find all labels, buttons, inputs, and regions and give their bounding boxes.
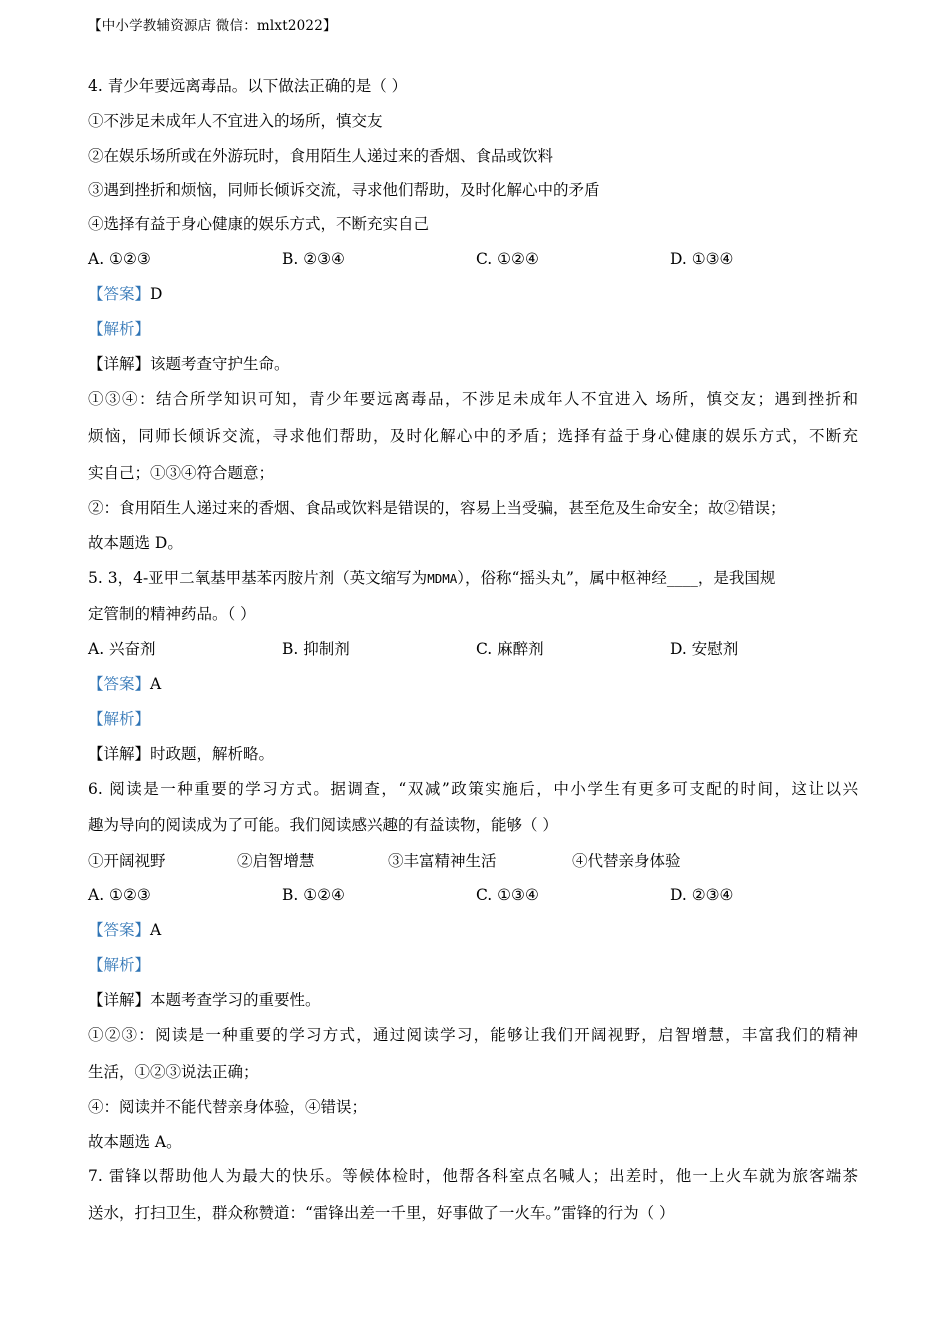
q6-stem-1: 6. 阅读是一种重要的学习方式。据调查，“双减”政策实施后，中小学生有更多可支配的时间，这让以兴 — [88, 780, 858, 798]
q4-analysis — [88, 319, 150, 339]
answer-tag: 【答案】 — [88, 675, 151, 693]
detail-tag: 【详解】 — [88, 745, 151, 763]
q6-detail-text: 本题考查学习的重要性。 — [150, 991, 321, 1009]
q6-analysis — [88, 955, 150, 975]
q4-explain-4: ②：食用陌生人递过来的香烟、食品或饮料是错误的，容易上当受骗，甚至危及生命安全；故②错误； — [88, 499, 786, 517]
q6-answer — [88, 920, 161, 940]
q4-option-d: D. ①③④ — [670, 250, 734, 268]
source-header: 【中小学教辅资源店 微信：mlxt2022】 — [88, 18, 337, 34]
q4-detail — [88, 354, 290, 374]
q5-stem-2: 定管制的精神药品。（ ） — [88, 605, 256, 623]
q6-option-a: A. ①②③ — [88, 886, 151, 904]
q6-detail — [88, 990, 321, 1010]
q4-explain-1: ①③④：结合所学知识可知，青少年要远离毒品，不涉足未成年人不宜进入 场所，慎交友；遇到挫折和 — [88, 390, 858, 408]
q4-options — [88, 249, 858, 269]
q4-option-c: C. ①②④ — [476, 250, 539, 268]
q5-answer-value: A — [150, 675, 162, 693]
q6-item-1: ①开阔视野 — [88, 852, 166, 870]
analysis-tag: 【解析】 — [88, 320, 151, 338]
q4-answer — [88, 284, 162, 304]
q5-stem-a: 5. 3，4-亚甲二氧基甲基苯丙胺片剂（英文缩写为 — [88, 569, 428, 587]
q5-stem-b: ），俗称“摇头丸”，属中枢神经____，是我国规 — [457, 569, 776, 587]
q6-items — [88, 851, 858, 871]
q4-stem: 4. 青少年要远离毒品。以下做法正确的是（ ） — [88, 77, 408, 95]
q4-explain-5: 故本题选 D。 — [88, 534, 183, 552]
q5-stem-abbr: MDMA — [427, 571, 458, 586]
q4-option-a: A. ①②③ — [88, 250, 151, 268]
q4-explain-2: 烦恼，同师长倾诉交流，寻求他们帮助，及时化解心中的矛盾；选择有益于身心健康的娱乐方式，不断充 — [88, 427, 858, 445]
q4-item-1: ①不涉足未成年人不宜进入的场所，慎交友 — [88, 112, 383, 130]
q7-stem-1: 7. 雷锋以帮助他人为最大的快乐。等候体检时，他帮各科室点名喊人；出差时，他一上火车就为旅客端茶 — [88, 1167, 858, 1185]
q6-explain-3: ④：阅读并不能代替亲身体验，④错误； — [88, 1098, 368, 1116]
answer-tag: 【答案】 — [88, 921, 151, 939]
q6-explain-1: ①②③：阅读是一种重要的学习方式，通过阅读学习，能够让我们开阔视野，启智增慧，丰富我们的精神 — [88, 1026, 858, 1044]
q6-explain-4: 故本题选 A。 — [88, 1133, 182, 1151]
analysis-tag: 【解析】 — [88, 710, 151, 728]
q5-answer — [88, 674, 161, 694]
q5-stem-1 — [88, 568, 775, 589]
q4-answer-value: D — [150, 285, 163, 303]
q5-options — [88, 639, 858, 659]
q6-explain-2: 生活，①②③说法正确； — [88, 1063, 259, 1081]
q5-option-b: B. 抑制剂 — [282, 640, 350, 658]
q4-explain-3: 实自己；①③④符合题意； — [88, 464, 275, 482]
q5-option-a: A. 兴奋剂 — [88, 640, 156, 658]
answer-tag: 【答案】 — [88, 285, 151, 303]
q4-detail-text: 该题考查守护生命。 — [150, 355, 290, 373]
q6-options — [88, 885, 858, 905]
q6-item-2: ②启智增慧 — [237, 852, 315, 870]
q4-option-b: B. ②③④ — [282, 250, 345, 268]
q6-option-b: B. ①②④ — [282, 886, 345, 904]
q4-item-3: ③遇到挫折和烦恼，同师长倾诉交流，寻求他们帮助，及时化解心中的矛盾 — [88, 181, 600, 199]
q5-detail — [88, 744, 274, 764]
q6-item-3: ③丰富精神生活 — [388, 852, 497, 870]
q7-stem-2: 送水，打扫卫生，群众称赞道：“雷锋出差一千里，好事做了一火车。”雷锋的行为（ ） — [88, 1204, 675, 1222]
q4-item-4: ④选择有益于身心健康的娱乐方式，不断充实自己 — [88, 215, 430, 233]
q6-option-c: C. ①③④ — [476, 886, 539, 904]
q6-stem-2: 趣为导向的阅读成为了可能。我们阅读感兴趣的有益读物，能够（ ） — [88, 816, 558, 834]
q6-item-4: ④代替亲身体验 — [572, 852, 681, 870]
q5-analysis — [88, 709, 150, 729]
detail-tag: 【详解】 — [88, 355, 151, 373]
q5-option-d: D. 安慰剂 — [670, 640, 739, 658]
analysis-tag: 【解析】 — [88, 956, 151, 974]
detail-tag: 【详解】 — [88, 991, 151, 1009]
q5-detail-text: 时政题，解析略。 — [150, 745, 275, 763]
q4-item-2: ②在娱乐场所或在外游玩时，食用陌生人递过来的香烟、食品或饮料 — [88, 147, 554, 165]
q5-option-c: C. 麻醉剂 — [476, 640, 544, 658]
q6-answer-value: A — [150, 921, 162, 939]
q6-option-d: D. ②③④ — [670, 886, 734, 904]
